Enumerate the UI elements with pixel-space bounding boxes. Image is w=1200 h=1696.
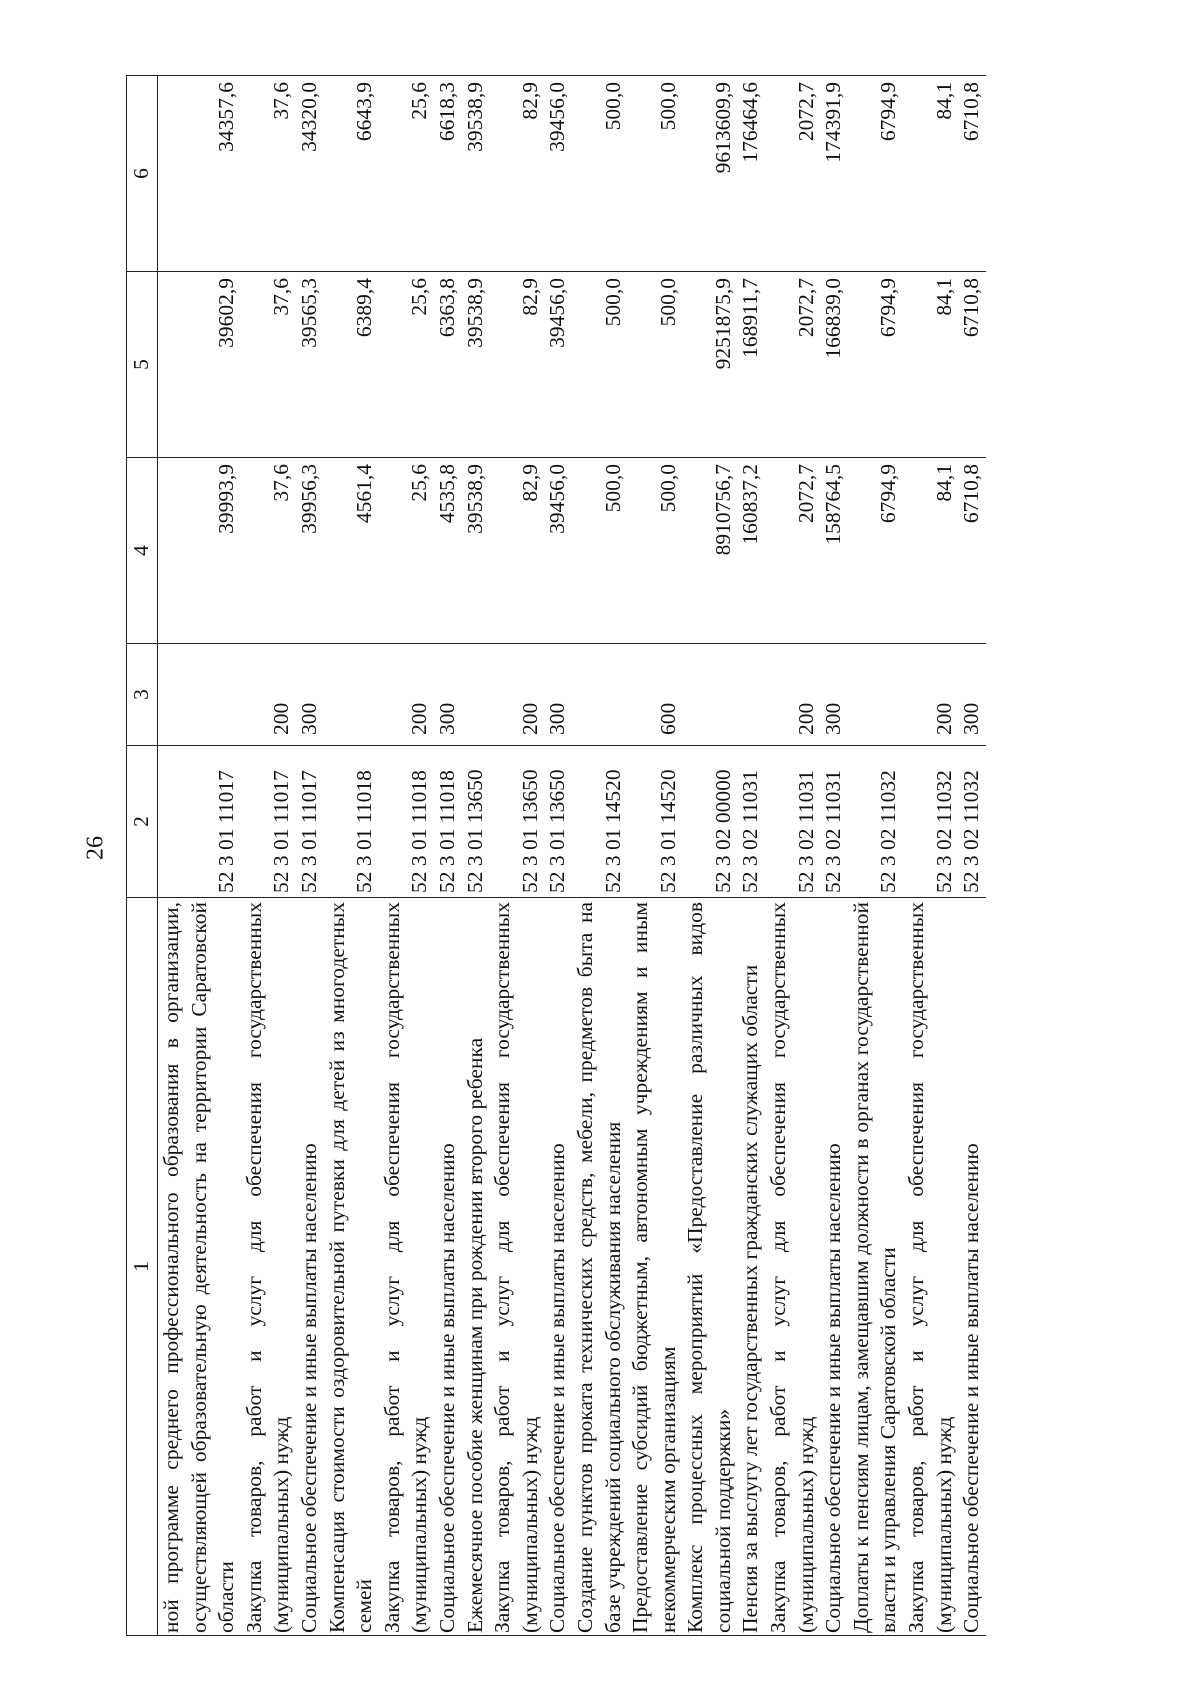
row-expense-type-cell: 200 (379, 644, 434, 746)
row-value-2023-cell: 2072,7 (765, 458, 820, 644)
row-value-2023-cell: 25,6 (379, 458, 434, 644)
row-expense-type-cell: 300 (544, 644, 572, 746)
row-name-cell: Комплекс процессных мероприятий «Предоставление различных видов социальной поддержки» (682, 898, 737, 1636)
row-code-cell: 52 3 02 11031 (820, 746, 848, 898)
table-body (158, 76, 986, 1636)
row-value-2025-cell: 500,0 (572, 76, 627, 272)
row-name-cell: Закупка товаров, работ и услуг для обеспечения государственных (муниципальных) нужд (903, 898, 958, 1636)
row-name-cell: Создание пунктов проката технических средств, мебели, предметов быта на базе учреждений социального обслуживания населения (572, 898, 627, 1636)
row-name-cell: Предоставление субсидий бюджетным, автономным учреждениям и иным некоммерческим организациям (627, 898, 682, 1636)
row-name-cell: ной программе среднего профессионального образования в организации, осуществляющей образовательную деятельность на территории Саратовской области (158, 898, 241, 1636)
row-value-2024-cell: 39565,3 (296, 272, 324, 458)
row-value-2024-cell: 84,1 (903, 272, 958, 458)
row-code-cell: 52 3 02 11032 (903, 746, 958, 898)
row-value-2023-cell: 39956,3 (296, 458, 324, 644)
row-value-2023-cell: 158764,5 (820, 458, 848, 644)
row-value-2025-cell: 6618,3 (434, 76, 462, 272)
row-code-cell: 52 3 01 11018 (324, 746, 379, 898)
row-name-cell: Социальное обеспечение и иные выплаты населению (296, 898, 324, 1636)
table-row (324, 76, 379, 1636)
row-value-2024-cell: 6389,4 (324, 272, 379, 458)
row-code-cell: 52 3 01 14520 (572, 746, 627, 898)
row-value-2025-cell: 25,6 (379, 76, 434, 272)
row-value-2023-cell: 39456,0 (544, 458, 572, 644)
row-value-2025-cell: 34357,6 (158, 76, 241, 272)
row-value-2025-cell: 2072,7 (765, 76, 820, 272)
row-code-cell: 52 3 01 13650 (489, 746, 544, 898)
row-code-cell: 52 3 01 11017 (296, 746, 324, 898)
row-value-2025-cell: 82,9 (489, 76, 544, 272)
row-value-2023-cell: 84,1 (903, 458, 958, 644)
row-value-2023-cell: 160837,2 (737, 458, 765, 644)
column-number-header-row (127, 76, 158, 1636)
row-expense-type-cell: 300 (296, 644, 324, 746)
row-value-2024-cell: 168911,7 (737, 272, 765, 458)
row-value-2023-cell: 4535,8 (434, 458, 462, 644)
row-code-cell: 52 3 01 11018 (434, 746, 462, 898)
table-row (820, 76, 848, 1636)
row-value-2023-cell: 6794,9 (848, 458, 903, 644)
row-code-cell: 52 3 01 11017 (158, 746, 241, 898)
row-value-2024-cell: 500,0 (627, 272, 682, 458)
row-value-2025-cell: 84,1 (903, 76, 958, 272)
row-expense-type-cell (848, 644, 903, 746)
row-value-2025-cell: 39538,9 (462, 76, 490, 272)
row-expense-type-cell: 200 (765, 644, 820, 746)
row-value-2023-cell: 8910756,7 (682, 458, 737, 644)
row-code-cell: 52 3 02 11031 (765, 746, 820, 898)
row-expense-type-cell: 300 (820, 644, 848, 746)
row-code-cell: 52 3 02 11032 (958, 746, 986, 898)
row-expense-type-cell: 600 (627, 644, 682, 746)
table-row (682, 76, 737, 1636)
row-value-2024-cell: 82,9 (489, 272, 544, 458)
table-row (627, 76, 682, 1636)
row-name-cell: Социальное обеспечение и иные выплаты населению (958, 898, 986, 1636)
page-number: 26 (82, 836, 109, 860)
column-header-5: 5 (127, 272, 158, 458)
row-name-cell: Закупка товаров, работ и услуг для обеспечения государственных (муниципальных) нужд (241, 898, 296, 1636)
row-value-2023-cell: 39993,9 (158, 458, 241, 644)
table-row (434, 76, 462, 1636)
row-value-2025-cell: 34320,0 (296, 76, 324, 272)
row-value-2024-cell: 166839,0 (820, 272, 848, 458)
row-value-2024-cell: 6794,9 (848, 272, 903, 458)
column-header-3: 3 (127, 644, 158, 746)
row-value-2024-cell: 39456,0 (544, 272, 572, 458)
row-value-2024-cell: 39602,9 (158, 272, 241, 458)
row-value-2025-cell: 500,0 (627, 76, 682, 272)
row-expense-type-cell (462, 644, 490, 746)
table-row (544, 76, 572, 1636)
row-value-2024-cell: 9251875,9 (682, 272, 737, 458)
row-value-2025-cell: 9613609,9 (682, 76, 737, 272)
row-value-2025-cell: 6794,9 (848, 76, 903, 272)
row-code-cell: 52 3 01 11018 (379, 746, 434, 898)
row-name-cell: Социальное обеспечение и иные выплаты населению (434, 898, 462, 1636)
table-row (903, 76, 958, 1636)
row-expense-type-cell: 200 (241, 644, 296, 746)
row-name-cell: Доплаты к пенсиям лицам, замещавшим должности в органах государственной власти и управления Саратовской области (848, 898, 903, 1636)
column-header-4: 4 (127, 458, 158, 644)
row-name-cell: Социальное обеспечение и иные выплаты населению (544, 898, 572, 1636)
row-code-cell: 52 3 01 14520 (627, 746, 682, 898)
row-code-cell: 52 3 02 00000 (682, 746, 737, 898)
row-expense-type-cell: 300 (434, 644, 462, 746)
row-value-2023-cell: 37,6 (241, 458, 296, 644)
row-name-cell: Пенсия за выслугу лет государственных гражданских служащих области (737, 898, 765, 1636)
row-value-2025-cell: 174391,9 (820, 76, 848, 272)
row-expense-type-cell (158, 644, 241, 746)
row-value-2024-cell: 500,0 (572, 272, 627, 458)
row-value-2025-cell: 39456,0 (544, 76, 572, 272)
row-expense-type-cell (682, 644, 737, 746)
column-header-2: 2 (127, 746, 158, 898)
row-value-2024-cell: 6710,8 (958, 272, 986, 458)
row-name-cell: Компенсация стоимости оздоровительной путевки для детей из многодетных семей (324, 898, 379, 1636)
row-value-2025-cell: 37,6 (241, 76, 296, 272)
row-value-2023-cell: 82,9 (489, 458, 544, 644)
row-expense-type-cell (737, 644, 765, 746)
row-code-cell: 52 3 02 11032 (848, 746, 903, 898)
table-row (379, 76, 434, 1636)
table-row (296, 76, 324, 1636)
table-row (848, 76, 903, 1636)
table-row (737, 76, 765, 1636)
row-expense-type-cell (324, 644, 379, 746)
row-code-cell: 52 3 01 13650 (462, 746, 490, 898)
row-code-cell: 52 3 02 11031 (737, 746, 765, 898)
row-name-cell: Социальное обеспечение и иные выплаты населению (820, 898, 848, 1636)
row-value-2025-cell: 6643,9 (324, 76, 379, 272)
table-row (489, 76, 544, 1636)
row-value-2024-cell: 6363,8 (434, 272, 462, 458)
table-row (572, 76, 627, 1636)
rotated-page-content (126, 76, 1070, 1636)
table-row (462, 76, 490, 1636)
row-expense-type-cell: 200 (903, 644, 958, 746)
row-value-2023-cell: 500,0 (627, 458, 682, 644)
row-value-2023-cell: 6710,8 (958, 458, 986, 644)
row-value-2024-cell: 39538,9 (462, 272, 490, 458)
row-name-cell: Закупка товаров, работ и услуг для обеспечения государственных (муниципальных) нужд (379, 898, 434, 1636)
row-value-2023-cell: 39538,9 (462, 458, 490, 644)
row-value-2024-cell: 2072,7 (765, 272, 820, 458)
row-code-cell: 52 3 01 13650 (544, 746, 572, 898)
row-value-2024-cell: 37,6 (241, 272, 296, 458)
row-value-2023-cell: 500,0 (572, 458, 627, 644)
budget-table (126, 75, 986, 1636)
table-row (158, 76, 241, 1636)
table-row (241, 76, 296, 1636)
row-expense-type-cell: 200 (489, 644, 544, 746)
column-header-6: 6 (127, 76, 158, 272)
row-name-cell: Закупка товаров, работ и услуг для обеспечения государственных (муниципальных) нужд (489, 898, 544, 1636)
row-value-2025-cell: 176464,6 (737, 76, 765, 272)
row-value-2023-cell: 4561,4 (324, 458, 379, 644)
table-row (765, 76, 820, 1636)
row-code-cell: 52 3 01 11017 (241, 746, 296, 898)
table-row (958, 76, 986, 1636)
column-header-1: 1 (127, 898, 158, 1636)
row-expense-type-cell (572, 644, 627, 746)
row-name-cell: Ежемесячное пособие женщинам при рождении второго ребенка (462, 898, 490, 1636)
row-value-2024-cell: 25,6 (379, 272, 434, 458)
row-name-cell: Закупка товаров, работ и услуг для обеспечения государственных (муниципальных) нужд (765, 898, 820, 1636)
row-value-2025-cell: 6710,8 (958, 76, 986, 272)
row-expense-type-cell: 300 (958, 644, 986, 746)
